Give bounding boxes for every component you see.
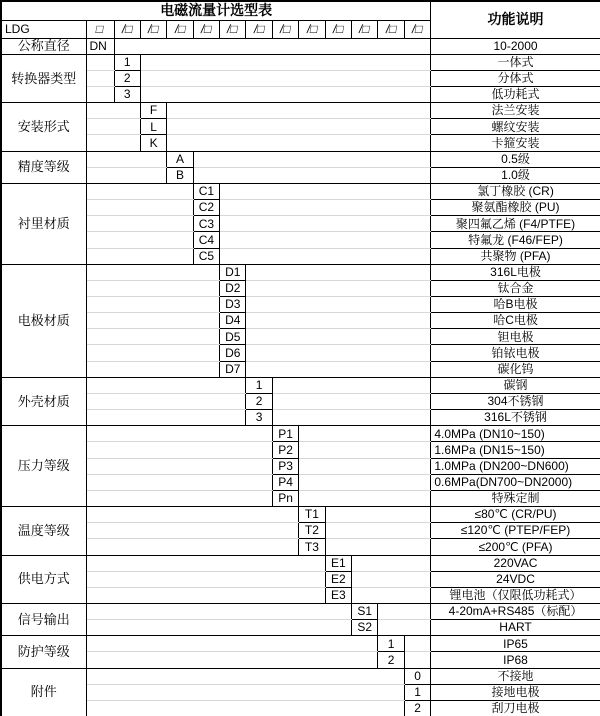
table-row [1,103,600,119]
filler-cell [86,280,220,296]
description-cell: 24VDC [431,571,600,587]
function-column-header: 功能说明 [431,1,600,38]
model-slash-box-cell [246,20,272,38]
filler-cell [272,377,431,393]
filler-cell [86,264,220,280]
filler-cell [86,523,299,539]
description-cell: 304不锈钢 [431,393,600,409]
filler-cell [86,620,352,636]
model-slash-box-cell [193,20,219,38]
table-row [1,264,600,280]
table-row [1,361,600,377]
description-cell: 聚四氟乙烯 (F4/PTFE) [431,216,600,232]
table-row [1,507,600,523]
filler-cell [86,426,272,442]
filler-cell [404,652,431,668]
table-row [1,571,600,587]
filler-cell [86,297,220,313]
filler-cell [86,135,140,151]
filler-cell [404,636,431,652]
category-cell: 供电方式 [1,555,86,603]
description-cell: IP68 [431,652,600,668]
table-row [1,652,600,668]
filler-cell [352,587,431,603]
description-cell: 4.0MPa (DN10~150) [431,426,600,442]
table-row [1,119,600,135]
filler-cell [86,668,404,684]
code-cell: D6 [220,345,246,361]
model-slash-box-cell [140,20,166,38]
table-row [1,377,600,393]
table-row [1,151,600,167]
description-cell: 哈C电极 [431,313,600,329]
filler-cell [86,410,246,426]
table-row [1,232,600,248]
code-cell: F [140,103,166,119]
filler-cell [86,86,114,102]
code-cell: 2 [404,700,431,716]
table-row [1,135,600,151]
description-cell: 220VAC [431,555,600,571]
code-cell: C3 [193,216,219,232]
description-cell: ≤80℃ (CR/PU) [431,507,600,523]
code-cell: L [140,119,166,135]
filler-cell [325,539,431,555]
code-cell: 1 [404,684,431,700]
category-cell: 公称直径 [1,38,86,54]
description-cell: 钛合金 [431,280,600,296]
table-row [1,393,600,409]
table-row [1,297,600,313]
slash-box-glyph: /□ [173,21,187,36]
code-cell: P3 [272,458,298,474]
table-row [1,668,600,684]
filler-cell [86,393,246,409]
filler-cell [86,684,404,700]
filler-cell [86,119,140,135]
code-cell: C5 [193,248,219,264]
filler-cell [86,603,352,619]
table-row [1,280,600,296]
category-cell: 衬里材质 [1,183,86,264]
filler-cell [352,555,431,571]
slash-box-glyph: /□ [120,21,134,36]
table-row [1,216,600,232]
filler-cell [378,620,431,636]
table-row [1,167,600,183]
code-cell: D1 [220,264,246,280]
code-cell: T3 [299,539,325,555]
category-cell: 信号输出 [1,603,86,635]
description-cell: 特殊定制 [431,490,600,506]
description-cell: ≤200℃ (PFA) [431,539,600,555]
filler-cell [272,410,431,426]
filler-cell [299,458,431,474]
description-cell: 1.0MPa (DN200~DN600) [431,458,600,474]
filler-cell [86,555,325,571]
table-row [1,345,600,361]
filler-cell [352,571,431,587]
page-title: 电磁流量计选型表 [1,1,431,20]
filler-cell [378,603,431,619]
code-cell: 2 [246,393,272,409]
table-row [1,587,600,603]
table-row [1,523,600,539]
slash-box-glyph: /□ [305,21,319,36]
filler-cell [86,361,220,377]
code-cell: DN [86,38,114,54]
code-cell: 1 [114,54,140,70]
code-cell: 1 [378,636,404,652]
filler-cell [86,70,114,86]
filler-cell [272,393,431,409]
filler-cell [86,248,193,264]
description-cell: 钽电极 [431,329,600,345]
filler-cell [246,361,431,377]
category-cell: 电极材质 [1,264,86,377]
table-row [1,183,600,199]
description-cell: 1.0级 [431,167,600,183]
model-slash-box-cell [352,20,378,38]
filler-cell [246,313,431,329]
filler-cell [86,636,378,652]
filler-cell [86,200,193,216]
description-cell: 不接地 [431,668,600,684]
code-cell: T1 [299,507,325,523]
description-cell: 碳钢 [431,377,600,393]
description-cell: 卡箍安装 [431,135,600,151]
filler-cell [325,523,431,539]
table-row [1,313,600,329]
description-cell: 法兰安装 [431,103,600,119]
filler-cell [193,151,431,167]
code-cell: D5 [220,329,246,345]
description-cell: 一体式 [431,54,600,70]
description-cell: 10-2000 [431,38,600,54]
filler-cell [140,70,430,86]
code-cell: P1 [272,426,298,442]
slash-box-glyph: /□ [358,21,372,36]
filler-cell [86,216,193,232]
code-cell: 3 [114,86,140,102]
filler-cell [299,474,431,490]
description-cell: HART [431,620,600,636]
category-cell: 防护等级 [1,636,86,668]
filler-cell [220,200,431,216]
description-cell: 共聚物 (PFA) [431,248,600,264]
table-row [1,700,600,716]
table-row [1,620,600,636]
model-box-cell [86,20,114,38]
filler-cell [86,474,272,490]
table-row [1,1,600,20]
table-row [1,70,600,86]
model-slash-box-cell [378,20,404,38]
description-cell: 聚氨酯橡胶 (PU) [431,200,600,216]
description-cell: IP65 [431,636,600,652]
code-cell: P4 [272,474,298,490]
filler-cell [86,490,272,506]
slash-box-glyph: /□ [279,21,293,36]
model-slash-box-cell [220,20,246,38]
table-row [1,329,600,345]
description-cell: 1.6MPa (DN15~150) [431,442,600,458]
table-row [1,86,600,102]
description-cell: 特氟龙 (F46/FEP) [431,232,600,248]
description-cell: 氯丁橡胶 (CR) [431,183,600,199]
slash-box-glyph: /□ [331,21,345,36]
selection-box-glyph: □ [95,21,105,36]
code-cell: E3 [325,587,351,603]
model-slash-box-cell [272,20,298,38]
filler-cell [114,38,431,54]
filler-cell [220,216,431,232]
model-slash-box-cell [325,20,351,38]
filler-cell [246,280,431,296]
slash-box-glyph: /□ [411,21,425,36]
model-slash-box-cell [114,20,140,38]
filler-cell [86,507,299,523]
table-row [1,54,600,70]
code-cell: 2 [378,652,404,668]
table-row [1,555,600,571]
table-row [1,636,600,652]
filler-cell [220,183,431,199]
description-cell: 哈B电极 [431,297,600,313]
code-cell: C2 [193,200,219,216]
table-row [1,684,600,700]
description-cell: 铂铱电极 [431,345,600,361]
filler-cell [246,329,431,345]
description-cell: 分体式 [431,70,600,86]
filler-cell [220,232,431,248]
code-cell: S1 [352,603,378,619]
model-slash-box-cell [299,20,325,38]
code-cell: D3 [220,297,246,313]
code-cell: T2 [299,523,325,539]
description-cell: 0.6MPa(DN700~DN2000) [431,474,600,490]
filler-cell [86,539,299,555]
code-cell: 1 [246,377,272,393]
filler-cell [167,135,431,151]
table-row [1,426,600,442]
table-row [1,474,600,490]
filler-cell [140,86,430,102]
code-cell: Pn [272,490,298,506]
description-cell: 316L电极 [431,264,600,280]
description-cell: 碳化钨 [431,361,600,377]
slash-box-glyph: /□ [252,21,266,36]
filler-cell [86,232,193,248]
category-cell: 精度等级 [1,151,86,183]
code-cell: P2 [272,442,298,458]
description-cell: 螺纹安装 [431,119,600,135]
code-cell: K [140,135,166,151]
code-cell: A [167,151,193,167]
code-cell: D7 [220,361,246,377]
description-cell: 0.5级 [431,151,600,167]
description-cell: 4-20mA+RS485（标配） [431,603,600,619]
description-cell: 刮刀电极 [431,700,600,716]
filler-cell [86,345,220,361]
filler-cell [246,297,431,313]
filler-cell [86,103,140,119]
description-cell: 低功耗式 [431,86,600,102]
table-row [1,248,600,264]
code-cell: D2 [220,280,246,296]
slash-box-glyph: /□ [226,21,240,36]
table-row [1,458,600,474]
filler-cell [86,54,114,70]
filler-cell [86,442,272,458]
filler-cell [86,313,220,329]
category-cell: 外壳材质 [1,377,86,425]
filler-cell [220,248,431,264]
filler-cell [86,167,167,183]
code-cell: S2 [352,620,378,636]
filler-cell [86,458,272,474]
category-cell: 温度等级 [1,507,86,555]
category-cell: 附件 [1,668,86,716]
model-prefix-cell: LDG [1,20,86,38]
code-cell: 0 [404,668,431,684]
code-cell: C4 [193,232,219,248]
filler-cell [299,490,431,506]
slash-box-glyph: /□ [147,21,161,36]
table-row [1,442,600,458]
filler-cell [86,183,193,199]
filler-cell [140,54,430,70]
filler-cell [167,103,431,119]
description-cell: 316L不锈钢 [431,410,600,426]
code-cell: 2 [114,70,140,86]
description-cell: 锂电池（仅限低功耗式） [431,587,600,603]
filler-cell [86,571,325,587]
code-cell: E2 [325,571,351,587]
filler-cell [86,151,167,167]
code-cell: C1 [193,183,219,199]
table-row [1,38,600,54]
category-cell: 压力等级 [1,426,86,507]
filler-cell [193,167,431,183]
filler-cell [86,587,325,603]
model-slash-box-cell [404,20,431,38]
filler-cell [246,264,431,280]
model-slash-box-cell [167,20,193,38]
code-cell: D4 [220,313,246,329]
filler-cell [299,426,431,442]
filler-cell [246,345,431,361]
table-row [1,410,600,426]
filler-cell [86,700,404,716]
table-row [1,490,600,506]
code-cell: 3 [246,410,272,426]
filler-cell [86,652,378,668]
filler-cell [86,329,220,345]
category-cell: 安装形式 [1,103,86,151]
filler-cell [167,119,431,135]
table-row [1,539,600,555]
table-row [1,200,600,216]
filler-cell [299,442,431,458]
slash-box-glyph: /□ [199,21,213,36]
slash-box-glyph: /□ [384,21,398,36]
code-cell: B [167,167,193,183]
filler-cell [86,377,246,393]
table-row [1,603,600,619]
filler-cell [325,507,431,523]
description-cell: 接地电极 [431,684,600,700]
code-cell: E1 [325,555,351,571]
category-cell: 转换器类型 [1,54,86,102]
description-cell: ≤120℃ (PTEP/FEP) [431,523,600,539]
